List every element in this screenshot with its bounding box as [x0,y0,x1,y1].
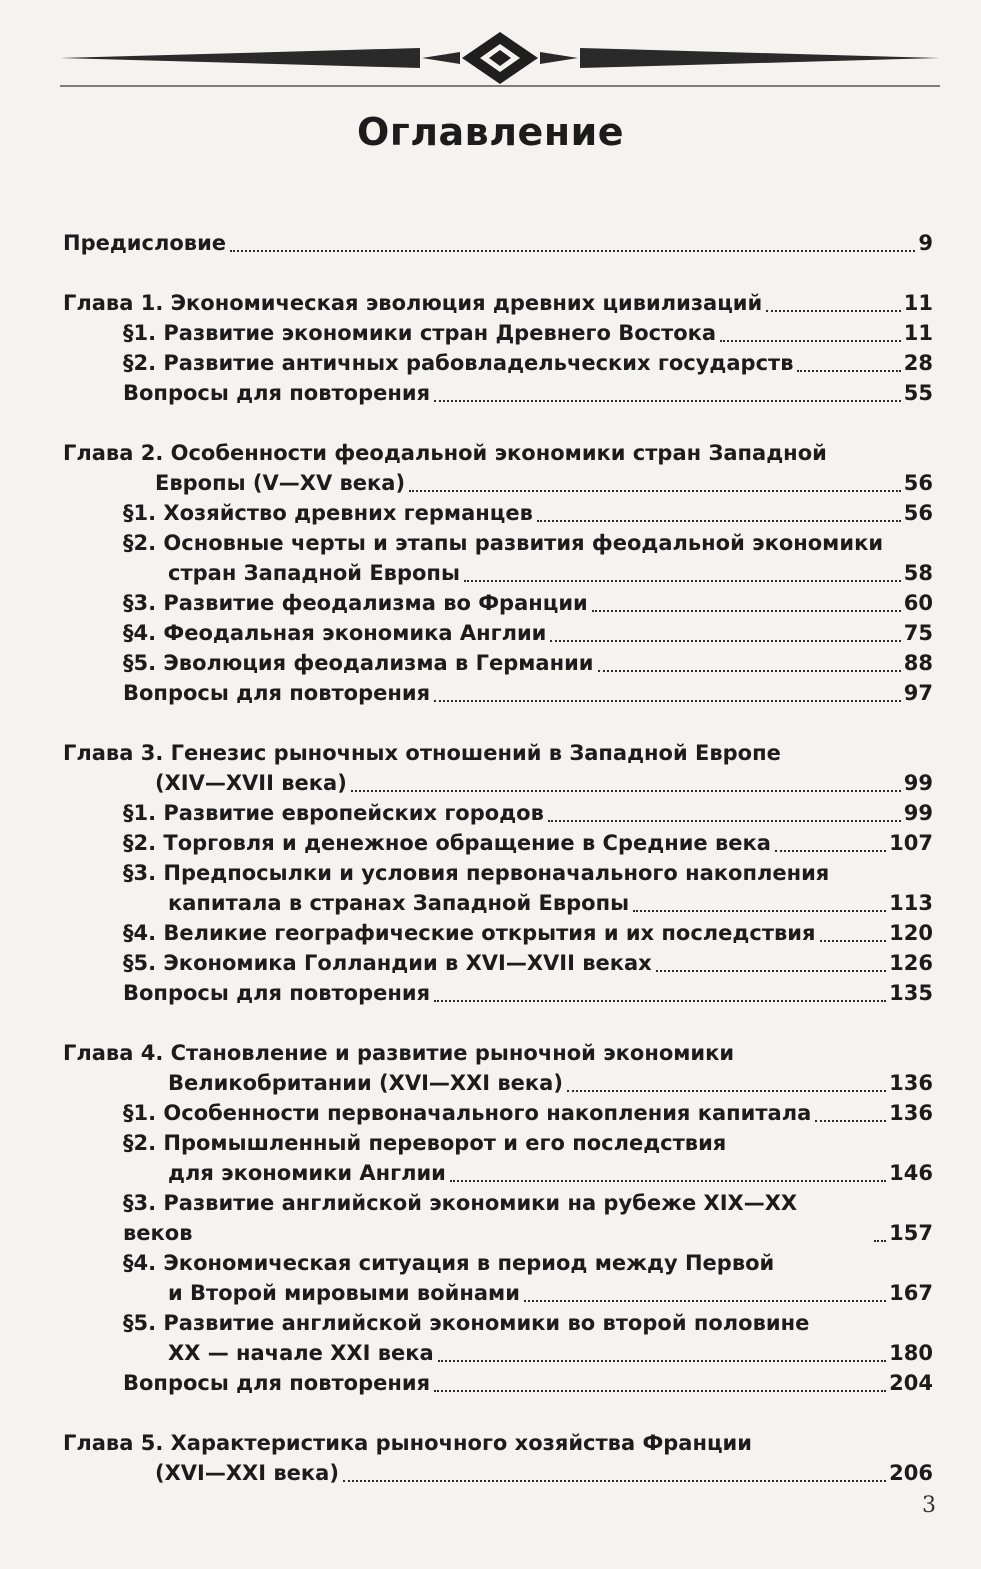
toc-entry-page: 146 [889,1161,933,1185]
toc-entry-section-title[interactable] [63,1128,933,1158]
dot-leader [343,1480,886,1482]
dot-leader [820,940,887,942]
toc-entry-text: §1. Хозяйство древних германцев [123,501,533,525]
toc-entry-text: §3. Развитие феодализма во Франции [123,591,588,615]
dot-leader [766,310,901,312]
toc-entry-section[interactable] [63,798,933,828]
dot-leader [434,400,901,402]
dot-leader [775,850,886,852]
toc-entry-page: 180 [889,1341,933,1365]
toc-entry-section[interactable] [63,648,933,678]
toc-entry-page: 126 [889,951,933,975]
toc-entry-section[interactable] [63,318,933,348]
dot-leader [524,1300,886,1302]
toc-entry-section[interactable] [63,1188,933,1248]
toc-entry-continuation: Европы (V—XV века) [155,471,406,495]
toc-entry-review-questions[interactable] [63,1368,933,1398]
dot-leader [550,640,900,642]
toc-entry-page: 75 [903,621,933,645]
toc-entry-page: 60 [903,591,933,615]
toc-entry-section[interactable] [63,1098,933,1128]
toc-entry-page: 136 [889,1101,933,1125]
toc-entry-chapter-2[interactable] [63,468,933,498]
dot-leader [351,790,901,792]
toc-entry-page: 56 [903,501,933,525]
toc-entry-text: Вопросы для повторения [123,981,431,1005]
toc-entry-chapter-5-title[interactable] [63,1428,933,1458]
toc-entry-page: 99 [903,771,933,795]
dot-leader [598,670,901,672]
toc-entry-chapter-4-title[interactable] [63,1038,933,1068]
toc-entry-text: §5. Экономика Голландии в XVI—XVII веках [123,951,652,975]
toc-entry-page: 136 [889,1071,933,1095]
toc-entry-chapter-4[interactable] [63,1068,933,1098]
toc-entry-page: 206 [889,1461,933,1485]
toc-entry-page: 9 [918,231,933,255]
toc-entry-continuation: XX — начале XXI века [168,1341,434,1365]
toc-entry-section-title[interactable] [63,858,933,888]
header-ornament [60,22,940,92]
toc-entry-section[interactable] [63,948,933,978]
dot-leader [464,580,901,582]
toc-entry-text: §2. Развитие античных рабовладельческих государств [123,351,794,375]
toc-entry-text: §1. Особенности первоначального накопления капитала [123,1101,812,1125]
dot-leader [720,340,901,342]
toc-entry-continuation: для экономики Англии [168,1161,446,1185]
toc-entry-section[interactable] [63,558,933,588]
toc-entry-text: Предисловие [63,231,227,255]
toc-entry-text: §1. Развитие экономики стран Древнего Востока [123,321,717,345]
toc-entry-text: Вопросы для повторения [123,1371,431,1395]
toc-entry-preface[interactable] [63,228,933,258]
toc-entry-page: 107 [889,831,933,855]
page-title: Оглавление [357,110,624,154]
toc-entry-text: Глава 2. Особенности феодальной экономики стран Западной [63,441,827,465]
toc-entry-text: Вопросы для повторения [123,381,431,405]
toc-entry-section[interactable] [63,828,933,858]
toc-entry-chapter-2-title[interactable] [63,438,933,468]
toc-entry-section[interactable] [63,1158,933,1188]
toc-entry-section[interactable] [63,348,933,378]
toc-entry-review-questions[interactable] [63,378,933,408]
dot-leader [633,910,886,912]
toc-entry-page: 135 [889,981,933,1005]
toc-entry-text: §5. Эволюция феодализма в Германии [123,651,594,675]
toc-entry-chapter-1[interactable] [63,288,933,318]
dot-leader [567,1090,886,1092]
dot-leader [797,370,900,372]
dot-leader [592,610,901,612]
toc-entry-review-questions[interactable] [63,678,933,708]
toc-entry-chapter-3[interactable] [63,768,933,798]
dot-leader [548,820,901,822]
toc-entry-page: 56 [903,471,933,495]
toc-entry-text: §3. Развитие английской экономики на рубеже XIX—XX веков [123,1191,798,1245]
toc-entry-text: §4. Великие географические открытия и их последствия [123,921,816,945]
toc-entry-text: §3. Предпосылки и условия первоначального накопления [123,861,830,885]
toc-entry-text: §2. Промышленный переворот и его последствия [123,1131,727,1155]
toc-entry-text: Глава 3. Генезис рыночных отношений в Западной Европе [63,741,781,765]
toc-entry-text: Глава 4. Становление и развитие рыночной экономики [63,1041,735,1065]
dot-leader [409,490,901,492]
toc-entry-page: 28 [903,351,933,375]
toc-entry-page: 157 [889,1221,933,1245]
toc-entry-page: 167 [889,1281,933,1305]
toc-entry-page: 97 [903,681,933,705]
toc-entry-section-title[interactable] [63,528,933,558]
toc-entry-page: 58 [903,561,933,585]
toc-entry-section[interactable] [63,1338,933,1368]
toc-entry-continuation: (XIV—XVII века) [155,771,347,795]
toc-entry-continuation: и Второй мировыми войнами [168,1281,520,1305]
toc-entry-page: 120 [889,921,933,945]
toc-entry-page: 113 [889,891,933,915]
toc-entry-section-title[interactable] [63,1248,933,1278]
toc-entry-page: 55 [903,381,933,405]
dot-leader [438,1360,886,1362]
toc-entry-text: §2. Основные черты и этапы развития феодальной экономики [123,531,884,555]
toc-entry-chapter-3-title[interactable] [63,738,933,768]
dot-leader [450,1180,886,1182]
toc-entry-section[interactable] [63,618,933,648]
toc-entry-page: 11 [903,321,933,345]
toc-entry-continuation: (XVI—XXI века) [155,1461,339,1485]
toc-entry-page: 88 [903,651,933,675]
toc-entry-section[interactable] [63,498,933,528]
toc-entry-continuation: Великобритании (XVI—XXI века) [168,1071,563,1095]
toc-entry-text: Глава 5. Характеристика рыночного хозяйства Франции [63,1431,752,1455]
toc-entry-page: 204 [889,1371,933,1395]
dot-leader [434,700,901,702]
dot-leader [434,1000,886,1002]
toc-entry-text: Вопросы для повторения [123,681,431,705]
page-number: 3 [922,1493,936,1518]
dot-leader [656,970,886,972]
toc-entry-section-title[interactable] [63,1308,933,1338]
toc-entry-page: 99 [903,801,933,825]
table-of-contents [63,228,933,1488]
toc-entry-chapter-5[interactable] [63,1458,933,1488]
dot-leader [434,1390,886,1392]
toc-entry-text: §2. Торговля и денежное обращение в Средние века [123,831,771,855]
dot-leader [230,250,915,252]
toc-entry-section[interactable] [63,918,933,948]
dot-leader [874,1240,886,1242]
toc-entry-section[interactable] [63,588,933,618]
toc-entry-continuation: капитала в странах Западной Европы [168,891,630,915]
dot-leader [815,1120,886,1122]
toc-entry-text: §5. Развитие английской экономики во второй половине [123,1311,810,1335]
toc-entry-review-questions[interactable] [63,978,933,1008]
toc-entry-text: §1. Развитие европейских городов [123,801,544,825]
toc-entry-page: 11 [903,291,933,315]
toc-entry-text: Глава 1. Экономическая эволюция древних цивилизаций [63,291,763,315]
dot-leader [537,520,901,522]
toc-entry-text: §4. Феодальная экономика Англии [123,621,547,645]
toc-entry-continuation: стран Западной Европы [168,561,460,585]
toc-entry-section[interactable] [63,1278,933,1308]
toc-entry-section[interactable] [63,888,933,918]
toc-entry-text: §4. Экономическая ситуация в период между Первой [123,1251,775,1275]
